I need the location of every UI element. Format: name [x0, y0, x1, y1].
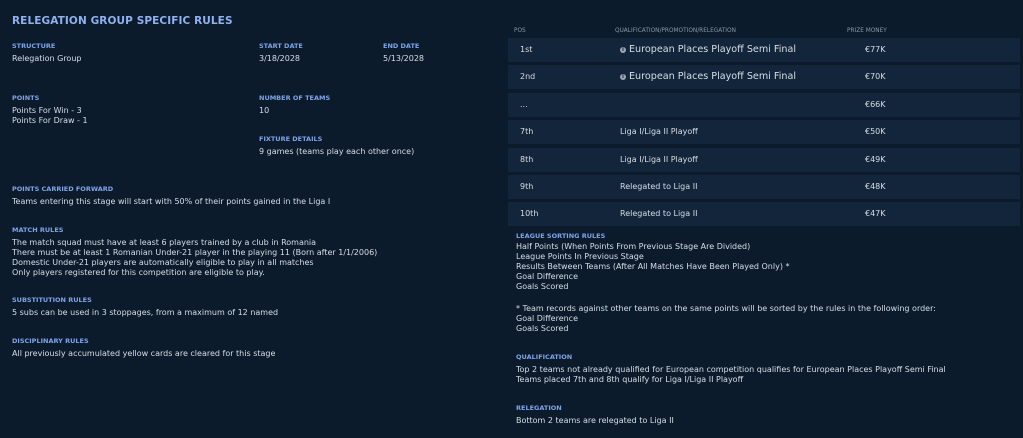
row-qualification-text: European Places Playoff Semi Final	[629, 44, 796, 55]
table-header	[508, 28, 1020, 38]
row-prize: €48K	[865, 181, 886, 191]
substitution-rules-label: SUBSTITUTION RULES	[12, 296, 92, 304]
row-pos: 2nd	[520, 72, 536, 82]
structure-label: STRUCTURE	[12, 42, 56, 50]
row-qualification: Relegated to Liga II	[620, 181, 698, 191]
table-row[interactable]	[508, 202, 1020, 226]
table-row[interactable]	[508, 93, 1020, 117]
info-icon[interactable]: i	[620, 74, 626, 80]
row-prize: €77K	[865, 45, 886, 54]
page-title: RELEGATION GROUP SPECIFIC RULES	[12, 15, 233, 27]
sorting-rule-line: Half Points (When Points From Previous Stage Are Divided)	[516, 242, 751, 251]
points-carried-forward-label: POINTS CARRIED FORWARD	[12, 185, 114, 193]
row-qualification-text: European Places Playoff Semi Final	[629, 71, 796, 83]
points-line-draw: Points For Draw - 1	[12, 116, 88, 125]
row-pos: 1st	[520, 45, 533, 54]
sorting-note-line: Goal Difference	[516, 314, 579, 323]
sorting-rule-line: Goals Scored	[516, 282, 569, 291]
row-prize: €49K	[865, 154, 886, 164]
header-qualification: QUALIFICATION/PROMOTION/RELEGATION	[615, 28, 736, 34]
end-date-value: 5/13/2028	[383, 54, 425, 63]
table-row[interactable]	[508, 148, 1020, 172]
disciplinary-rules-label: DISCIPLINARY RULES	[12, 337, 89, 345]
table-row[interactable]	[508, 65, 1020, 89]
qualification-label: QUALIFICATION	[516, 353, 573, 361]
row-pos: 9th	[520, 181, 534, 191]
start-date-label: START DATE	[259, 42, 303, 50]
row-qualification: Liga I/Liga II Playoff	[620, 127, 698, 137]
header-prize-money: PRIZE MONEY	[847, 28, 887, 34]
table-row[interactable]	[508, 120, 1020, 144]
row-prize: €47K	[865, 209, 886, 219]
match-rule-line: There must be at least 1 Romanian Under-21 player in the playing 11 (Born after 1/1/2006)	[12, 248, 378, 257]
points-line-win: Points For Win - 3	[12, 106, 82, 115]
row-prize: €70K	[865, 72, 886, 82]
number-of-teams-value: 10	[259, 106, 270, 115]
table-row[interactable]	[508, 175, 1020, 199]
sorting-rule-line: League Points In Previous Stage	[516, 252, 644, 261]
row-prize: €66K	[865, 99, 886, 109]
match-rules-label: MATCH RULES	[12, 226, 64, 234]
header-pos: POS	[514, 28, 526, 34]
row-qualification	[620, 65, 796, 89]
row-qualification: Liga I/Liga II Playoff	[620, 154, 698, 164]
table-row[interactable]	[508, 38, 1020, 62]
relegation-label: RELEGATION	[516, 404, 562, 412]
qualification-line: Teams placed 7th and 8th qualify for Liga I/Liga II Playoff	[516, 375, 744, 384]
substitution-rules-value: 5 subs can be used in 3 stoppages, from a maximum of 12 named	[12, 308, 279, 317]
points-carried-forward-value: Teams entering this stage will start with 50% of their points gained in the Liga I	[12, 197, 331, 206]
row-qualification: Relegated to Liga II	[620, 209, 698, 219]
fixture-details-value: 9 games (teams play each other once)	[259, 147, 415, 156]
match-rule-line: Domestic Under-21 players are automatically eligible to play in all matches	[12, 258, 314, 267]
number-of-teams-label: NUMBER OF TEAMS	[259, 94, 331, 102]
structure-value: Relegation Group	[12, 54, 82, 63]
league-sorting-rules-label: LEAGUE SORTING RULES	[516, 232, 606, 240]
sorting-note-line: Goals Scored	[516, 324, 569, 333]
relegation-value: Bottom 2 teams are relegated to Liga II	[516, 416, 674, 425]
fixture-details-label: FIXTURE DETAILS	[259, 135, 323, 143]
row-pos: 8th	[520, 154, 534, 164]
row-pos: 10th	[520, 209, 539, 219]
disciplinary-rules-value: All previously accumulated yellow cards are cleared for this stage	[12, 349, 276, 358]
row-prize: €50K	[865, 127, 886, 137]
sorting-rule-line: Results Between Teams (After All Matches Have Been Played Only) *	[516, 262, 790, 271]
prize-table	[508, 28, 1020, 230]
match-rule-line: The match squad must have at least 6 players trained by a club in Romania	[12, 238, 317, 247]
info-icon[interactable]: i	[620, 47, 626, 53]
points-label: POINTS	[12, 94, 40, 102]
row-qualification	[620, 38, 796, 62]
sorting-rule-line: Goal Difference	[516, 272, 579, 281]
qualification-line: Top 2 teams not already qualified for European competition qualifies for European Places Playoff Semi Final	[516, 365, 946, 374]
row-pos: ...	[520, 99, 528, 109]
match-rule-line: Only players registered for this competition are eligible to play.	[12, 268, 265, 277]
row-pos: 7th	[520, 127, 534, 137]
sorting-note-line: * Team records against other teams on the same points will be sorted by the rules in the following order:	[516, 304, 936, 313]
end-date-label: END DATE	[383, 42, 420, 50]
start-date-value: 3/18/2028	[259, 54, 301, 63]
